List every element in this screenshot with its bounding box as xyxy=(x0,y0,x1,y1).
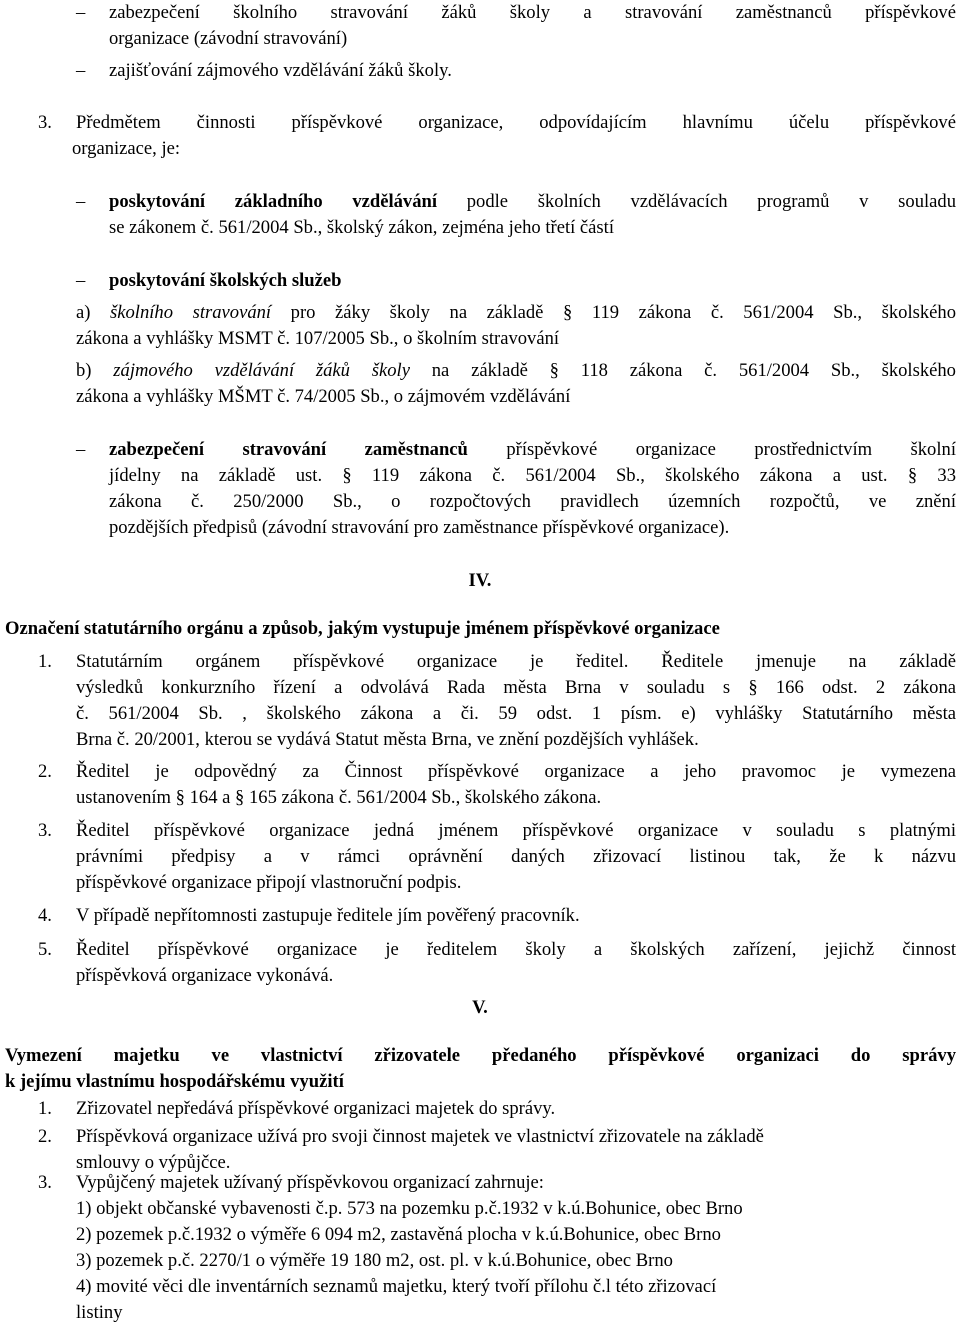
text-line: pozdějších předpisů (závodní stravování pro zaměstnance příspěvkové organizace). xyxy=(109,517,730,538)
text-line: právními předpisy a v rámci oprávnění daných zřizovací listinou tak, že k názvu xyxy=(76,846,956,867)
text-line: organizace (závodní stravování) xyxy=(109,28,348,49)
italic-term: zájmového vzdělávání žáků školy xyxy=(113,360,410,381)
text-line: příspěvková organizace vykonává. xyxy=(76,965,334,986)
text-line: příspěvkové organizace připojí vlastnoruční podpis. xyxy=(76,872,462,893)
text-line: 2) pozemek p.č.1932 o výměře 6 094 m2, zastavěná plocha v k.ú.Bohunice, obec Brno xyxy=(76,1224,721,1245)
text-line: Zřizovatel nepředává příspěvkové organizaci majetek do správy. xyxy=(76,1098,556,1119)
text-line: listiny xyxy=(76,1302,123,1323)
text-span: podle školních vzdělávacích programů v souladu xyxy=(437,191,956,212)
item-number: 1. xyxy=(38,651,52,672)
text-line: zabezpečení školního stravování žáků školy a stravování zaměstnanců příspěvkové xyxy=(109,2,956,23)
item-number: 3. xyxy=(38,820,52,841)
text-line: zajišťování zájmového vzdělávání žáků školy. xyxy=(109,60,452,81)
text-line: se zákonem č. 561/2004 Sb., školský zákon, zejména jeho třetí částí xyxy=(109,217,615,238)
text-line: Ředitel je odpovědný za Činnost příspěvkové organizace a jeho pravomoc je vymezena xyxy=(76,761,956,782)
bold-term: poskytování základního vzdělávání xyxy=(109,191,438,212)
text-span: na základě § 118 zákona č. 561/2004 Sb., školského xyxy=(409,360,956,381)
item-number: 4. xyxy=(38,905,52,926)
text-line xyxy=(109,437,956,463)
text-line: zákona a vyhlášky MŠMT č. 74/2005 Sb., o zájmovém vzdělávání xyxy=(76,386,571,407)
text-line: Vypůjčený majetek užívaný příspěvkovou organizací zahrnuje: xyxy=(76,1172,544,1193)
text-line: smlouvy o výpůjčce. xyxy=(76,1152,231,1173)
text-line: jídelny na základě ust. § 119 zákona č. 561/2004 Sb., školského zákona a ust. § 33 xyxy=(109,465,956,486)
text-line: 1) objekt občanské vybavenosti č.p. 573 na pozemku p.č.1932 v k.ú.Bohunice, obec Brno xyxy=(76,1198,743,1219)
dash-bullet: – xyxy=(76,439,86,460)
text-line: 4) movité věci dle inventárních seznamů majetku, který tvoří přílohu č.l této zřizovací xyxy=(76,1276,717,1297)
text-span: příspěvkové organizace prostřednictvím školní xyxy=(467,439,956,460)
text-line: Statutárním orgánem příspěvkové organizace je ředitel. Ředitele jmenuje na základě xyxy=(76,651,956,672)
text-line: zákona a vyhlášky MSMT č. 107/2005 Sb., o školním stravování xyxy=(76,328,560,349)
text-line xyxy=(76,358,956,384)
dash-bullet: – xyxy=(76,270,86,291)
services-heading: poskytování školských služeb xyxy=(109,270,342,291)
text-line: zákona č. 250/2000 Sb., o rozpočtových pravidlech územních rozpočtů, ve znění xyxy=(109,491,956,512)
text-line: Předmětem činnosti příspěvkové organizace, odpovídajícím hlavnímu účelu příspěvkové xyxy=(76,112,956,133)
text-line: organizace, je: xyxy=(72,138,181,159)
text-span: a) xyxy=(76,302,111,323)
dash-bullet: – xyxy=(76,2,86,23)
text-line: 3) pozemek p.č. 2270/1 o výměře 19 180 m2, ost. pl. v k.ú.Bohunice, obec Brno xyxy=(76,1250,673,1271)
item-number: 2. xyxy=(38,1126,52,1147)
text-line: Ředitel příspěvkové organizace je ředitelem školy a školských zařízení, jejichž činnost xyxy=(76,939,956,960)
text-line xyxy=(109,189,956,215)
item-number: 2. xyxy=(38,761,52,782)
item-number: 3. xyxy=(38,1172,52,1193)
text-span: b) xyxy=(76,360,114,381)
section-5-title: Vymezení majetku ve vlastnictví zřizovatele předaného příspěvkové organizaci do správy xyxy=(5,1045,956,1066)
section-5-numeral: V. xyxy=(472,997,488,1018)
text-line: č. 561/2004 Sb. , školského zákona a či. 59 odst. 1 písm. e) vyhlášky Statutárního města xyxy=(76,703,956,724)
dash-bullet: – xyxy=(76,60,86,81)
text-line: V případě nepřítomnosti zastupuje ředitele jím pověřený pracovník. xyxy=(76,905,580,926)
text-line: Příspěvková organizace užívá pro svoji činnost majetek ve vlastnictví zřizovatele na základě xyxy=(76,1126,764,1147)
text-line: ustanovením § 164 a § 165 zákona č. 561/2004 Sb., školského zákona. xyxy=(76,787,602,808)
section-5-title: k jejímu vlastnímu hospodářskému využití xyxy=(5,1071,344,1092)
item-number: 1. xyxy=(38,1098,52,1119)
text-line: Ředitel příspěvkové organizace jedná jménem příspěvkové organizace v souladu s platnými xyxy=(76,820,956,841)
text-span: pro žáky školy na základě § 119 zákona č. 561/2004 Sb., školského xyxy=(271,302,956,323)
item-number: 3. xyxy=(38,112,52,133)
text-line xyxy=(76,300,956,326)
item-number: 5. xyxy=(38,939,52,960)
text-line: Brna č. 20/2001, kterou se vydává Statut města Brna, ve znění pozdějších vyhlášek. xyxy=(76,729,699,750)
italic-term: školního stravování xyxy=(110,302,272,323)
section-4-numeral: IV. xyxy=(468,570,492,591)
section-4-title: Označení statutárního orgánu a způsob, jakým vystupuje jménem příspěvkové organizace xyxy=(5,618,720,639)
dash-bullet: – xyxy=(76,191,86,212)
text-line: výsledků konkurzního řízení a odvolává Rada města Brna v souladu s § 166 odst. 2 zákona xyxy=(76,677,956,698)
bold-term: zabezpečení stravování zaměstnanců xyxy=(109,439,468,460)
